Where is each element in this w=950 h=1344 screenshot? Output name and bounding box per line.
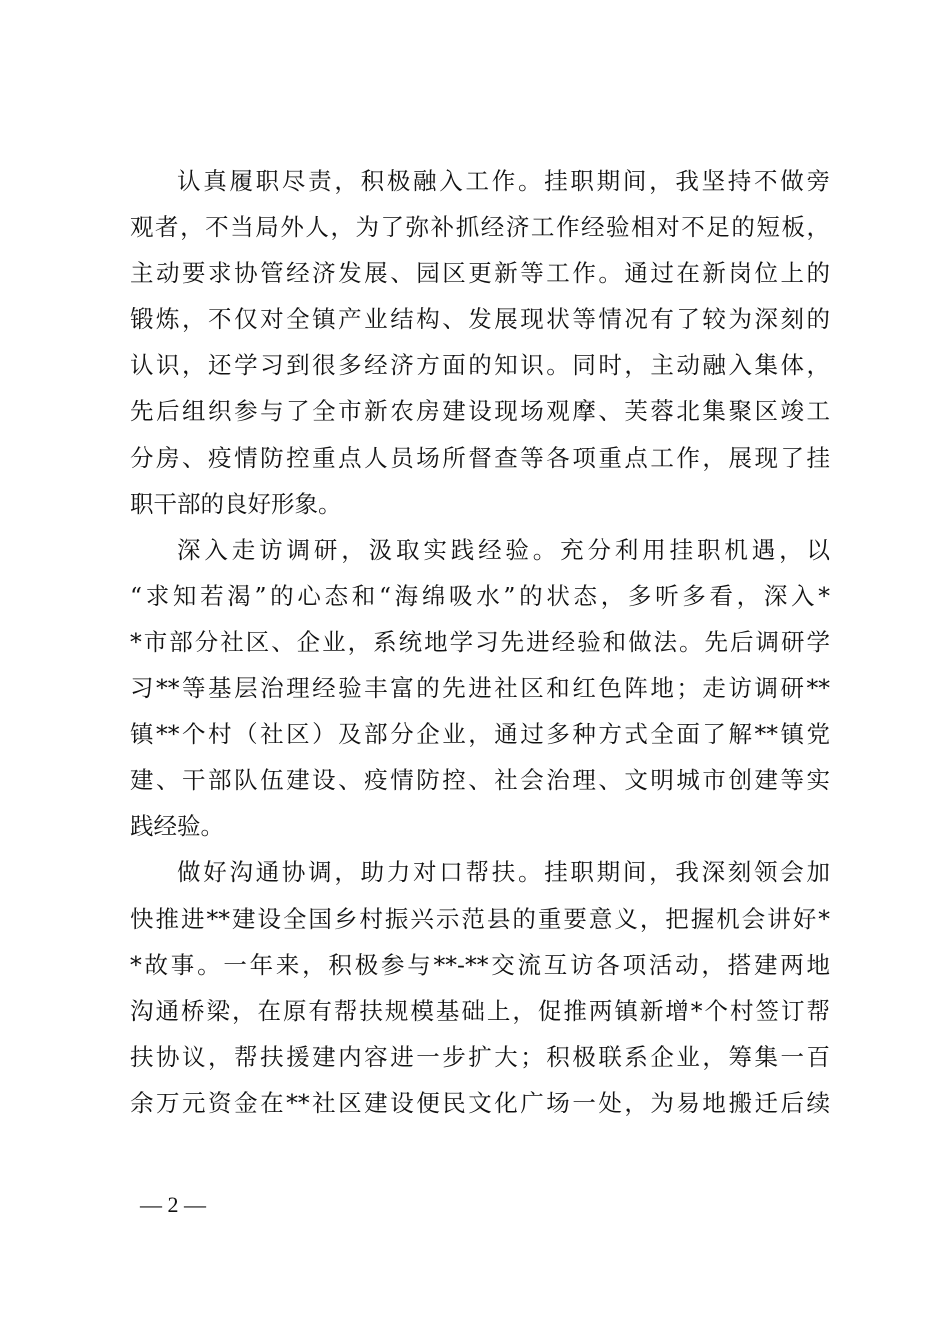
paragraph-2-line-1: 深入走访调研，汲取实践经验。充分利用挂职机遇，以 bbox=[177, 535, 830, 564]
paragraph-2-line-2: “求知若渴”的心态和“海绵吸水”的状态，多听多看，深入* bbox=[130, 581, 830, 610]
paragraph-1-line-7: 分房、疫情防控重点人员场所督查等各项重点工作，展现了挂 bbox=[130, 443, 830, 472]
paragraph-1-line-1: 认真履职尽责，积极融入工作。挂职期间，我坚持不做旁 bbox=[177, 167, 830, 195]
paragraph-1-line-3: 主动要求协管经济发展、园区更新等工作。通过在新岗位上的 bbox=[130, 259, 830, 288]
paragraph-2-line-3: *市部分社区、企业，系统地学习先进经验和做法。先后调研学 bbox=[130, 627, 830, 656]
paragraph-3-line-2: 快推进**建设全国乡村振兴示范县的重要意义，把握机会讲好* bbox=[130, 904, 830, 933]
paragraph-2-line-6: 建、干部队伍建设、疫情防控、社会治理、文明城市创建等实 bbox=[130, 766, 830, 795]
paragraph-3-line-5: 扶协议，帮扶援建内容进一步扩大；积极联系企业，筹集一百 bbox=[130, 1042, 830, 1071]
page-number: — 2 — bbox=[140, 1192, 206, 1217]
paragraph-1-line-6: 先后组织参与了全市新农房建设现场观摩、芙蓉北集聚区竣工 bbox=[130, 397, 830, 426]
document-body bbox=[130, 158, 830, 1126]
paragraph-3-line-4: 沟通桥梁，在原有帮扶规模基础上，促推两镇新增*个村签订帮 bbox=[130, 996, 830, 1025]
paragraph-2-line-4: 习**等基层治理经验丰富的先进社区和红色阵地；走访调研** bbox=[130, 674, 830, 703]
paragraph-1-line-8: 职干部的良好形象。 bbox=[130, 489, 342, 518]
paragraph-3-line-6: 余万元资金在**社区建设便民文化广场一处，为易地搬迁后续 bbox=[130, 1088, 830, 1117]
paragraph-3-line-1: 做好沟通协调，助力对口帮扶。挂职期间，我深刻领会加 bbox=[177, 858, 830, 887]
paragraph-3-line-3: *故事。一年来，积极参与**-**交流互访各项活动，搭建两地 bbox=[130, 950, 830, 979]
paragraph-2-line-5: 镇**个村（社区）及部分企业，通过多种方式全面了解**镇党 bbox=[130, 720, 830, 749]
paragraph-1-line-5: 认识，还学习到很多经济方面的知识。同时，主动融入集体， bbox=[130, 351, 830, 380]
paragraph-1-line-2: 观者，不当局外人，为了弥补抓经济工作经验相对不足的短板， bbox=[130, 213, 830, 242]
paragraph-2-line-7: 践经验。 bbox=[130, 812, 224, 841]
paragraph-1-line-4: 锻炼，不仅对全镇产业结构、发展现状等情况有了较为深刻的 bbox=[130, 305, 830, 334]
